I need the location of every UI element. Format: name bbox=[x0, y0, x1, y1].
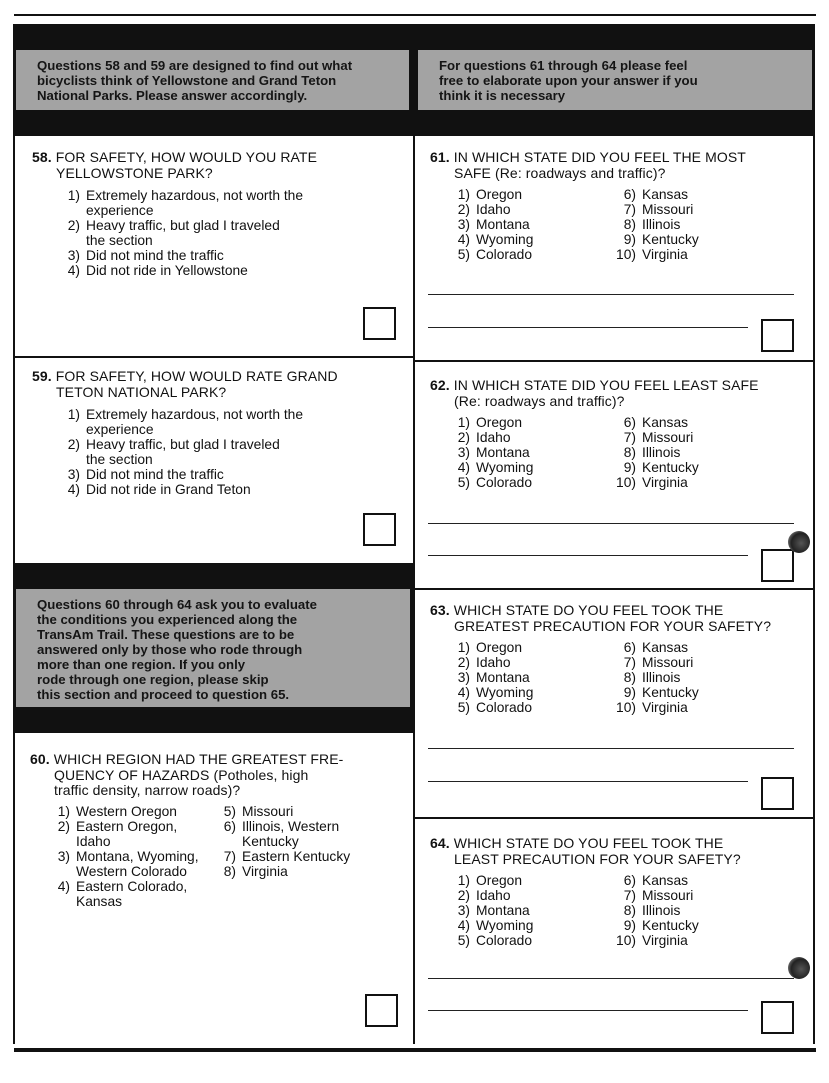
option-number: 7) bbox=[623, 888, 636, 903]
option-number: 10) bbox=[616, 933, 636, 948]
option-text: Heavy traffic, but glad I traveled bbox=[86, 218, 280, 233]
question-58-options bbox=[32, 188, 402, 278]
answer-box-62[interactable] bbox=[761, 549, 794, 582]
option-text: Eastern Kentucky bbox=[242, 849, 351, 864]
divider-61-62 bbox=[413, 360, 815, 362]
question-59-options bbox=[32, 407, 402, 497]
right-border bbox=[813, 24, 815, 1044]
option-number: 5) bbox=[223, 804, 236, 819]
option-text: Kentucky bbox=[642, 460, 699, 475]
option-text: Virginia bbox=[642, 475, 688, 490]
state-option[interactable] bbox=[450, 640, 533, 655]
intro-60-64-line: TransAm Trail. These questions are to be bbox=[37, 627, 295, 642]
question-number: 64. bbox=[430, 835, 450, 851]
option-text: Kansas bbox=[642, 415, 689, 430]
center-divider bbox=[413, 24, 415, 1044]
option-1[interactable] bbox=[50, 804, 199, 819]
option-number: 4) bbox=[457, 918, 470, 933]
option-text: Wyoming bbox=[476, 232, 534, 247]
option-number: 7) bbox=[223, 849, 236, 864]
answer-line-64a[interactable] bbox=[428, 978, 794, 979]
intro-58-59-line: bicyclists think of Yellowstone and Grand Teton bbox=[37, 73, 337, 88]
left-border bbox=[13, 24, 15, 1044]
option-number: 3) bbox=[67, 248, 80, 263]
option-text: Montana, Wyoming, bbox=[76, 849, 199, 864]
question-number: 60. bbox=[30, 751, 50, 767]
option-text: Missouri bbox=[642, 202, 694, 217]
divider-58-59 bbox=[13, 356, 415, 358]
title-line: LEAST PRECAUTION FOR YOUR SAFETY? bbox=[454, 850, 741, 867]
question-59 bbox=[32, 369, 402, 497]
option-text: Extremely hazardous, not worth the bbox=[86, 188, 304, 203]
option-number: 1) bbox=[457, 415, 470, 430]
state-option[interactable] bbox=[450, 430, 533, 445]
state-option[interactable] bbox=[610, 460, 699, 475]
state-option[interactable] bbox=[610, 933, 699, 948]
title-line: SAFE (Re: roadways and traffic)? bbox=[454, 164, 666, 181]
option-number: 7) bbox=[623, 430, 636, 445]
option-1[interactable] bbox=[60, 407, 402, 422]
option-2[interactable] bbox=[60, 218, 402, 233]
option-number: 1) bbox=[457, 873, 470, 888]
option-number: 7) bbox=[623, 202, 636, 217]
option-text: Montana bbox=[476, 217, 530, 232]
title-line: FOR SAFETY, HOW WOULD YOU RATE bbox=[55, 149, 318, 165]
option-number: 7) bbox=[623, 655, 636, 670]
option-text: Wyoming bbox=[476, 460, 534, 475]
answer-line-62a[interactable] bbox=[428, 523, 794, 524]
title-line: IN WHICH STATE DID YOU FEEL THE MOST bbox=[453, 149, 746, 165]
option-text: Illinois, Western bbox=[242, 819, 340, 834]
question-61-title bbox=[430, 150, 805, 181]
question-62-states-right bbox=[610, 415, 699, 490]
option-text: Colorado bbox=[476, 700, 532, 715]
question-60-title bbox=[30, 752, 405, 799]
state-option[interactable] bbox=[450, 873, 533, 888]
answer-line-61a[interactable] bbox=[428, 294, 794, 295]
option-number: 1) bbox=[67, 407, 80, 422]
question-number: 61. bbox=[430, 149, 450, 165]
state-option[interactable] bbox=[610, 202, 699, 217]
option-number: 3) bbox=[457, 670, 470, 685]
title-line: WHICH REGION HAD THE GREATEST FRE- bbox=[53, 751, 344, 767]
intro-60-64-line: more than one region. If you only bbox=[37, 657, 246, 672]
title-line: QUENCY OF HAZARDS (Potholes, high bbox=[54, 766, 309, 783]
option-8[interactable] bbox=[216, 864, 350, 879]
title-line: FOR SAFETY, HOW WOULD RATE GRAND bbox=[55, 368, 338, 384]
option-text: Kansas bbox=[76, 894, 123, 909]
question-58-title bbox=[32, 150, 402, 181]
state-option[interactable] bbox=[450, 232, 533, 247]
intro-58-59 bbox=[16, 50, 409, 110]
punch-hole-upper bbox=[788, 531, 810, 553]
option-number: 9) bbox=[623, 685, 636, 700]
option-number: 6) bbox=[623, 187, 636, 202]
answer-box-60[interactable] bbox=[365, 994, 398, 1027]
question-60 bbox=[30, 752, 405, 799]
state-option[interactable] bbox=[450, 202, 533, 217]
option-text: Eastern Colorado, bbox=[76, 879, 188, 894]
state-option[interactable] bbox=[610, 903, 699, 918]
answer-box-63[interactable] bbox=[761, 777, 794, 810]
option-number: 2) bbox=[457, 430, 470, 445]
state-option[interactable] bbox=[450, 888, 533, 903]
answer-box-64[interactable] bbox=[761, 1001, 794, 1034]
question-64-title bbox=[430, 836, 805, 867]
option-number: 4) bbox=[457, 460, 470, 475]
option-4[interactable] bbox=[60, 263, 402, 278]
option-text: Kansas bbox=[642, 187, 689, 202]
state-option[interactable] bbox=[610, 232, 699, 247]
option-number: 5) bbox=[457, 933, 470, 948]
state-option[interactable] bbox=[610, 475, 699, 490]
state-option[interactable] bbox=[450, 415, 533, 430]
option-6[interactable] bbox=[216, 819, 350, 834]
option-text: Idaho bbox=[476, 430, 511, 445]
option-1[interactable] bbox=[60, 188, 402, 203]
option-number: 3) bbox=[457, 445, 470, 460]
option-text: Kentucky bbox=[642, 918, 699, 933]
option-number: 2) bbox=[57, 819, 70, 834]
answer-line-63a[interactable] bbox=[428, 748, 794, 749]
option-number: 8) bbox=[623, 445, 636, 460]
state-option[interactable] bbox=[450, 460, 533, 475]
option-text: Extremely hazardous, not worth the bbox=[86, 407, 304, 422]
state-option[interactable] bbox=[450, 903, 533, 918]
question-number: 62. bbox=[430, 377, 450, 393]
option-text: Western Oregon bbox=[76, 804, 177, 819]
option-text: Virginia bbox=[642, 247, 688, 262]
answer-box-59[interactable] bbox=[363, 513, 396, 546]
option-number: 2) bbox=[457, 202, 470, 217]
option-text: Montana bbox=[476, 903, 530, 918]
option-text: Montana bbox=[476, 445, 530, 460]
question-59-title bbox=[32, 369, 402, 400]
option-text: Colorado bbox=[476, 933, 532, 948]
option-text: Did not ride in Grand Teton bbox=[86, 482, 251, 497]
option-text: Wyoming bbox=[476, 685, 534, 700]
state-option[interactable] bbox=[610, 445, 699, 460]
question-63 bbox=[430, 603, 805, 634]
state-option[interactable] bbox=[610, 888, 699, 903]
answer-line-61b[interactable] bbox=[428, 327, 748, 328]
state-option[interactable] bbox=[450, 700, 533, 715]
state-option[interactable] bbox=[610, 685, 699, 700]
state-option[interactable] bbox=[610, 670, 699, 685]
title-line: TETON NATIONAL PARK? bbox=[56, 383, 227, 400]
option-number: 1) bbox=[67, 188, 80, 203]
top-rule bbox=[14, 14, 816, 16]
option-text: the section bbox=[86, 452, 153, 467]
intro-61-64-line: free to elaborate upon your answer if you bbox=[439, 73, 698, 88]
divider-62-63 bbox=[413, 588, 815, 590]
intro-61-64-line: For questions 61 through 64 please feel bbox=[439, 58, 688, 73]
option-3[interactable] bbox=[50, 849, 199, 864]
option-7[interactable] bbox=[216, 849, 350, 864]
option-text: Virginia bbox=[242, 864, 288, 879]
answer-line-64b[interactable] bbox=[428, 1010, 748, 1011]
option-number: 1) bbox=[457, 640, 470, 655]
bottom-rule bbox=[14, 1048, 816, 1052]
option-number: 3) bbox=[57, 849, 70, 864]
option-number: 3) bbox=[457, 903, 470, 918]
state-option[interactable] bbox=[450, 187, 533, 202]
option-3[interactable] bbox=[60, 467, 402, 482]
option-number: 10) bbox=[616, 475, 636, 490]
title-line: GREATEST PRECAUTION FOR YOUR SAFETY? bbox=[454, 617, 772, 634]
option-text: Eastern Oregon, bbox=[76, 819, 178, 834]
question-63-states-right bbox=[610, 640, 699, 715]
state-option[interactable] bbox=[450, 918, 533, 933]
question-62-states-left bbox=[450, 415, 533, 490]
question-number: 63. bbox=[430, 602, 450, 618]
option-number: 9) bbox=[623, 460, 636, 475]
question-58 bbox=[32, 150, 402, 278]
option-number: 4) bbox=[67, 482, 80, 497]
option-text: Did not mind the traffic bbox=[86, 467, 224, 482]
option-3[interactable] bbox=[60, 248, 402, 263]
option-number: 5) bbox=[457, 247, 470, 262]
option-text: Oregon bbox=[476, 415, 523, 430]
option-number: 5) bbox=[457, 700, 470, 715]
state-option[interactable] bbox=[450, 670, 533, 685]
intro-60-64-line: answered only by those who rode through bbox=[37, 642, 303, 657]
option-text: Virginia bbox=[642, 700, 688, 715]
option-4[interactable] bbox=[50, 879, 199, 894]
option-text: Kentucky bbox=[642, 685, 699, 700]
option-number: 10) bbox=[616, 700, 636, 715]
option-text: Virginia bbox=[642, 933, 688, 948]
option-text: experience bbox=[86, 422, 154, 437]
question-64 bbox=[430, 836, 805, 867]
intro-58-59-line: Questions 58 and 59 are designed to find out what bbox=[37, 58, 353, 73]
answer-line-63b[interactable] bbox=[428, 781, 748, 782]
question-63-states-left bbox=[450, 640, 533, 715]
option-text: the section bbox=[86, 233, 153, 248]
option-text: Missouri bbox=[642, 655, 694, 670]
question-number: 59. bbox=[32, 368, 52, 384]
option-5[interactable] bbox=[216, 804, 350, 819]
option-text: Illinois bbox=[642, 217, 681, 232]
option-number: 6) bbox=[623, 640, 636, 655]
option-number: 9) bbox=[623, 232, 636, 247]
state-option[interactable] bbox=[610, 187, 699, 202]
option-number: 3) bbox=[457, 217, 470, 232]
option-text: Idaho bbox=[476, 202, 511, 217]
option-number: 8) bbox=[223, 864, 236, 879]
option-text: Western Colorado bbox=[76, 864, 187, 879]
option-text: Did not ride in Yellowstone bbox=[86, 263, 248, 278]
option-number: 2) bbox=[67, 218, 80, 233]
option-number: 2) bbox=[457, 655, 470, 670]
option-number: 4) bbox=[57, 879, 70, 894]
state-option[interactable] bbox=[450, 247, 533, 262]
option-number: 6) bbox=[623, 415, 636, 430]
option-text: Idaho bbox=[476, 655, 511, 670]
option-text: Heavy traffic, but glad I traveled bbox=[86, 437, 280, 452]
state-option[interactable] bbox=[610, 247, 699, 262]
option-number: 5) bbox=[457, 475, 470, 490]
option-text: Oregon bbox=[476, 187, 523, 202]
question-62-title bbox=[430, 378, 805, 409]
intro-60-64-line: this section and proceed to question 65. bbox=[37, 687, 290, 702]
option-text: Kansas bbox=[642, 873, 689, 888]
option-text: experience bbox=[86, 203, 154, 218]
option-text: Idaho bbox=[76, 834, 111, 849]
option-text: Missouri bbox=[642, 888, 694, 903]
intro-58-59-line: National Parks. Please answer accordingly. bbox=[37, 88, 308, 103]
state-option[interactable] bbox=[450, 933, 533, 948]
state-option[interactable] bbox=[610, 700, 699, 715]
intro-61-64-line: think it is necessary bbox=[439, 88, 566, 103]
state-option[interactable] bbox=[610, 873, 699, 888]
answer-box-58[interactable] bbox=[363, 307, 396, 340]
option-text: Idaho bbox=[476, 888, 511, 903]
state-option[interactable] bbox=[450, 685, 533, 700]
question-61-states-left bbox=[450, 187, 533, 262]
intro-61-64 bbox=[418, 50, 812, 110]
option-text: Oregon bbox=[476, 873, 523, 888]
question-63-title bbox=[430, 603, 805, 634]
option-text: Illinois bbox=[642, 903, 681, 918]
option-text: Kentucky bbox=[642, 232, 699, 247]
option-number: 1) bbox=[457, 187, 470, 202]
option-number: 4) bbox=[457, 685, 470, 700]
state-option[interactable] bbox=[610, 918, 699, 933]
option-text: Colorado bbox=[476, 475, 532, 490]
option-number: 8) bbox=[623, 670, 636, 685]
intro-60-64-line: the conditions you experienced along the bbox=[37, 612, 298, 627]
title-line: YELLOWSTONE PARK? bbox=[56, 164, 213, 181]
question-62 bbox=[430, 378, 805, 409]
state-option[interactable] bbox=[610, 655, 699, 670]
option-number: 4) bbox=[67, 263, 80, 278]
question-60-options-left bbox=[50, 804, 199, 909]
question-number: 58. bbox=[32, 149, 52, 165]
question-61-states-right bbox=[610, 187, 699, 262]
option-number: 3) bbox=[67, 467, 80, 482]
option-text: Montana bbox=[476, 670, 530, 685]
option-number: 8) bbox=[623, 903, 636, 918]
state-option[interactable] bbox=[610, 430, 699, 445]
option-number: 2) bbox=[67, 437, 80, 452]
state-option[interactable] bbox=[450, 655, 533, 670]
option-text: Kansas bbox=[642, 640, 689, 655]
state-option[interactable] bbox=[610, 415, 699, 430]
state-option[interactable] bbox=[450, 475, 533, 490]
option-number: 8) bbox=[623, 217, 636, 232]
option-text: Wyoming bbox=[476, 918, 534, 933]
question-61 bbox=[430, 150, 805, 181]
answer-box-61[interactable] bbox=[761, 319, 794, 352]
title-line: IN WHICH STATE DID YOU FEEL LEAST SAFE bbox=[453, 377, 759, 393]
title-line: WHICH STATE DO YOU FEEL TOOK THE bbox=[453, 835, 724, 851]
question-64-states-left bbox=[450, 873, 533, 948]
option-text: Kentucky bbox=[242, 834, 299, 849]
option-number: 6) bbox=[223, 819, 236, 834]
state-option[interactable] bbox=[450, 445, 533, 460]
option-2[interactable] bbox=[50, 819, 199, 834]
option-number: 6) bbox=[623, 873, 636, 888]
option-4[interactable] bbox=[60, 482, 402, 497]
option-text: Illinois bbox=[642, 445, 681, 460]
title-line: (Re: roadways and traffic)? bbox=[454, 392, 625, 409]
option-2[interactable] bbox=[60, 437, 402, 452]
state-option[interactable] bbox=[610, 217, 699, 232]
question-64-states-right bbox=[610, 873, 699, 948]
option-number: 9) bbox=[623, 918, 636, 933]
option-number: 2) bbox=[457, 888, 470, 903]
divider-63-64 bbox=[413, 817, 815, 819]
option-number: 10) bbox=[616, 247, 636, 262]
intro-60-64-line: rode through one region, please skip bbox=[37, 672, 269, 687]
option-text: Colorado bbox=[476, 247, 532, 262]
option-text: Illinois bbox=[642, 670, 681, 685]
answer-line-62b[interactable] bbox=[428, 555, 748, 556]
state-option[interactable] bbox=[610, 640, 699, 655]
question-60-options-right bbox=[216, 804, 350, 879]
option-text: Missouri bbox=[242, 804, 294, 819]
intro-60-64 bbox=[16, 589, 410, 707]
intro-60-64-line: Questions 60 through 64 ask you to evaluate bbox=[37, 597, 317, 612]
option-text: Did not mind the traffic bbox=[86, 248, 224, 263]
option-text: Missouri bbox=[642, 430, 694, 445]
option-text: Oregon bbox=[476, 640, 523, 655]
punch-hole-lower bbox=[788, 957, 810, 979]
option-number: 4) bbox=[457, 232, 470, 247]
title-line: traffic density, narrow roads)? bbox=[54, 782, 241, 798]
state-option[interactable] bbox=[450, 217, 533, 232]
option-number: 1) bbox=[57, 804, 70, 819]
title-line: WHICH STATE DO YOU FEEL TOOK THE bbox=[453, 602, 724, 618]
